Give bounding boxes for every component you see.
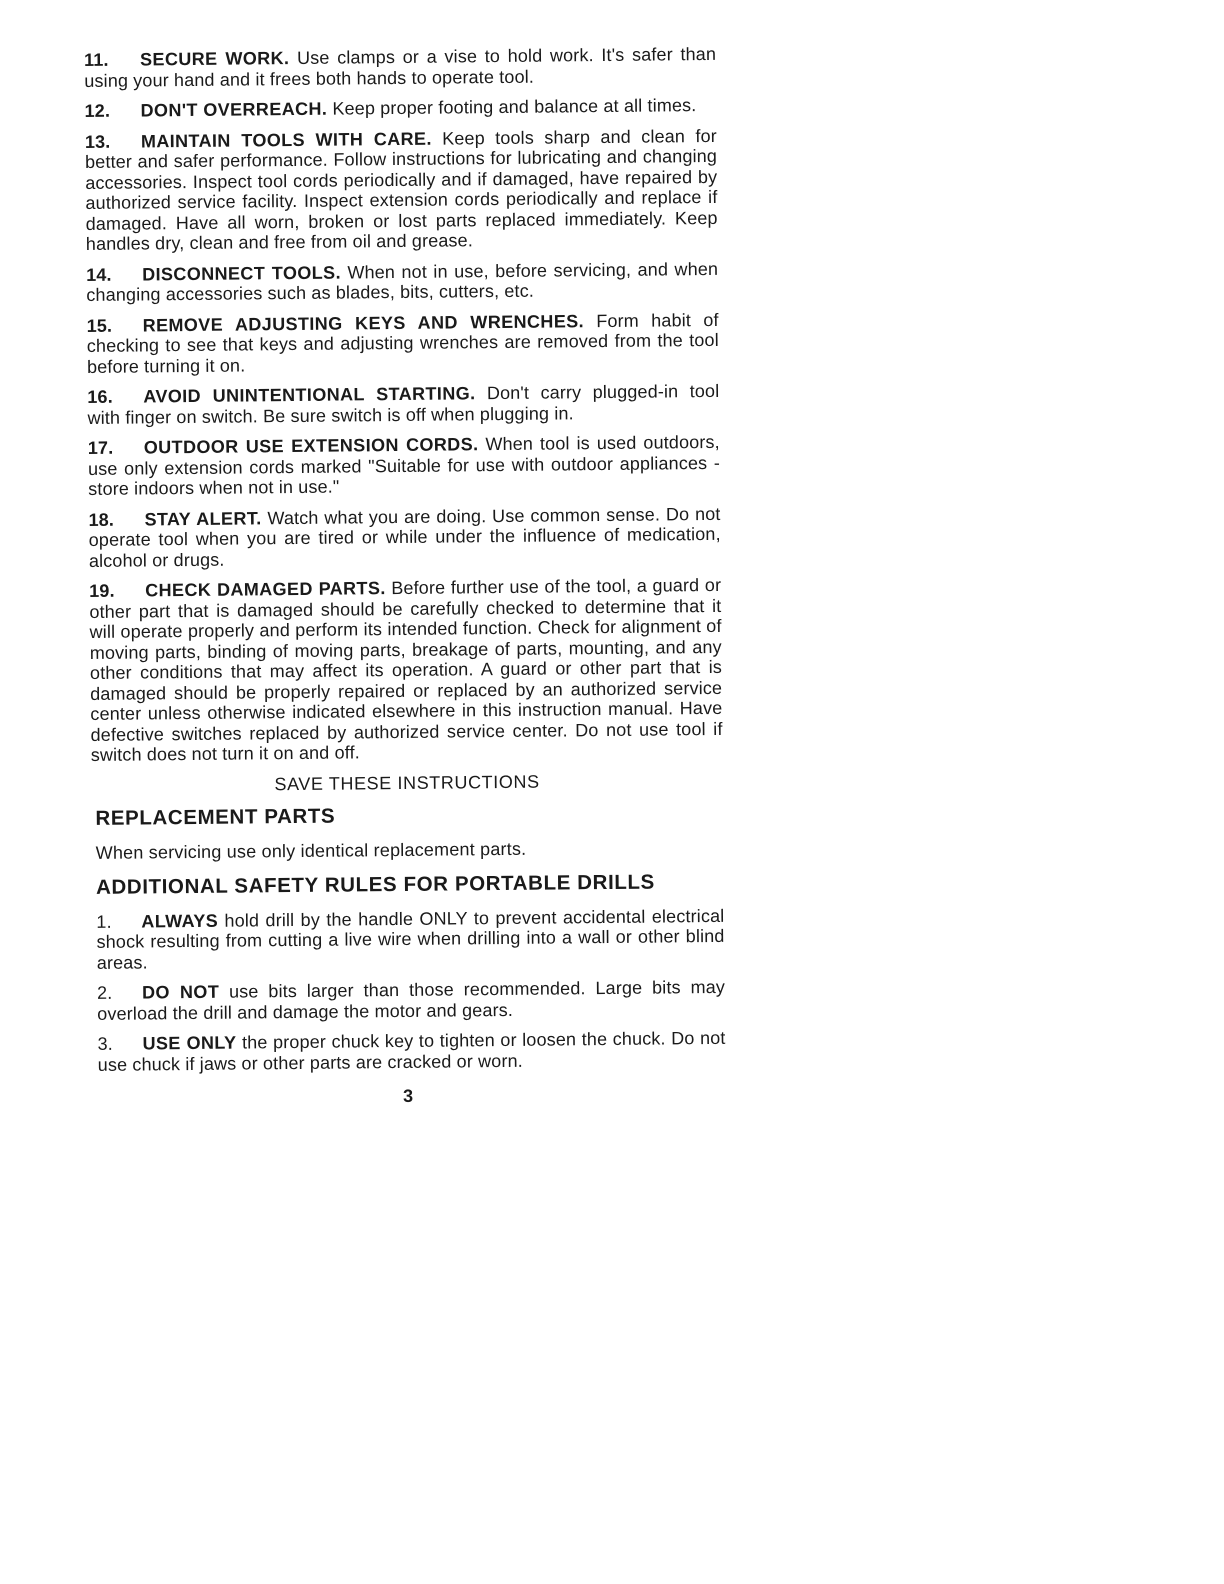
rule-title: SECURE WORK. <box>139 48 290 70</box>
rule-text: When tool is used outdoors, use only extension cords marked "Suitable for use with outdoor appliances - store indoors when not in use." <box>87 431 721 499</box>
replacement-parts-text: When servicing use only identical replacement parts. <box>95 838 527 863</box>
rule-number: 13. <box>84 131 111 152</box>
rule-title: DO NOT <box>141 981 220 1003</box>
rule-13 <box>85 125 718 254</box>
rule-number: 16. <box>87 386 113 407</box>
rule-number: 11. <box>84 49 109 70</box>
rule-title: AVOID UNINTENTIONAL STARTING. <box>143 383 476 407</box>
replacement-parts-heading: REPLACEMENT PARTS <box>95 804 336 830</box>
rule-title: ALWAYS <box>141 910 219 931</box>
rule-text: Don't carry plugged-in tool with finger on switch. Be sure switch is off when plugging in. <box>87 380 720 428</box>
rule-text: hold drill by the handle ONLY to prevent accidental electrical shock resulting from cutting a live wire when drilling into a wall or other blind areas. <box>96 905 725 973</box>
rule-17 <box>88 432 721 500</box>
rule-14 <box>86 258 718 305</box>
rule-title: STAY ALERT. <box>144 507 262 529</box>
rule-title: CHECK DAMAGED PARTS. <box>145 578 386 601</box>
rule-text: Before further use of the tool, a guard or other part that is damaged should be carefully checked to determine that it will operate properly and perform its intended function. Check for alignment of moving parts, binding of moving parts, breakage of parts, mounting, and any other conditions that may affect its operation. A guard or other part that is damaged should be properly repaired or replaced by an authorized service center unless otherwise indicated elsewhere in this instruction manual. Have defective switches replaced by authorized service center. Do not use tool if switch does not turn it on and off. <box>89 574 723 765</box>
rule-15 <box>87 309 720 377</box>
rule-text: Form habit of checking to see that keys and adjusting wrenches are removed from the tool before turning it on. <box>86 309 719 377</box>
page-number: 3 <box>402 1085 414 1106</box>
rule-number: 3. <box>97 1033 113 1054</box>
rule-19 <box>89 575 723 766</box>
rule-number: 2. <box>96 982 113 1003</box>
rule-text: Keep proper footing and balance at all times. <box>327 95 697 119</box>
drill-rule-1 <box>96 905 725 973</box>
rule-number: 17. <box>87 437 114 458</box>
rule-number: 1. <box>96 911 112 932</box>
rule-number: 19. <box>89 580 115 601</box>
manual-page <box>84 44 726 1110</box>
rule-18 <box>88 503 721 571</box>
rule-number: 15. <box>86 315 113 336</box>
rule-12 <box>84 95 716 122</box>
rule-text: Keep tools sharp and clean for better and safer performance. Follow instructions for lubricating and changing accessories. Inspect tool cords periodically and if damaged, have repaired by authorized service facility. Inspect extension cords periodically and replace if damaged. Have all worn, broken or lost parts replaced immediately. Keep handles dry, clean and free from oil and grease. <box>84 125 718 254</box>
rule-title: OUTDOOR USE EXTENSION CORDS. <box>143 434 479 458</box>
drill-rule-3 <box>97 1028 725 1075</box>
rule-16 <box>87 381 719 428</box>
drill-rules-heading: ADDITIONAL SAFETY RULES FOR PORTABLE DRILLS <box>95 870 655 899</box>
rule-text: When not in use, before servicing, and when changing accessories such as blades, bits, cutters, etc. <box>86 258 719 305</box>
drill-rule-2 <box>97 977 725 1024</box>
rule-title: DON'T OVERREACH. <box>140 98 328 121</box>
rule-text: use bits larger than those recommended. Large bits may overload the drill and damage the motor and gears. <box>97 976 726 1024</box>
rule-text: Use clamps or a vise to hold work. It's safer than using your hand and it frees both hands to operate tool. <box>84 43 717 91</box>
rule-title: USE ONLY <box>142 1032 237 1054</box>
rule-11 <box>84 44 716 91</box>
rule-title: REMOVE ADJUSTING KEYS AND WRENCHES. <box>142 310 585 335</box>
rule-title: DISCONNECT TOOLS. <box>142 262 342 284</box>
rule-text: the proper chuck key to tighten or loosen the chuck. Do not use chuck if jaws or other parts are cracked or worn. <box>97 1027 726 1075</box>
rule-number: 14. <box>86 264 112 285</box>
rule-text: Watch what you are doing. Use common sense. Do not operate tool when you are tired or while under the influence of medication, alcohol or drugs. <box>88 503 721 571</box>
save-instructions: SAVE THESE INSTRUCTIONS <box>274 771 540 794</box>
rule-title: MAINTAIN TOOLS WITH CARE. <box>140 128 432 151</box>
rule-number: 18. <box>88 509 115 530</box>
rule-number: 12. <box>84 100 111 121</box>
